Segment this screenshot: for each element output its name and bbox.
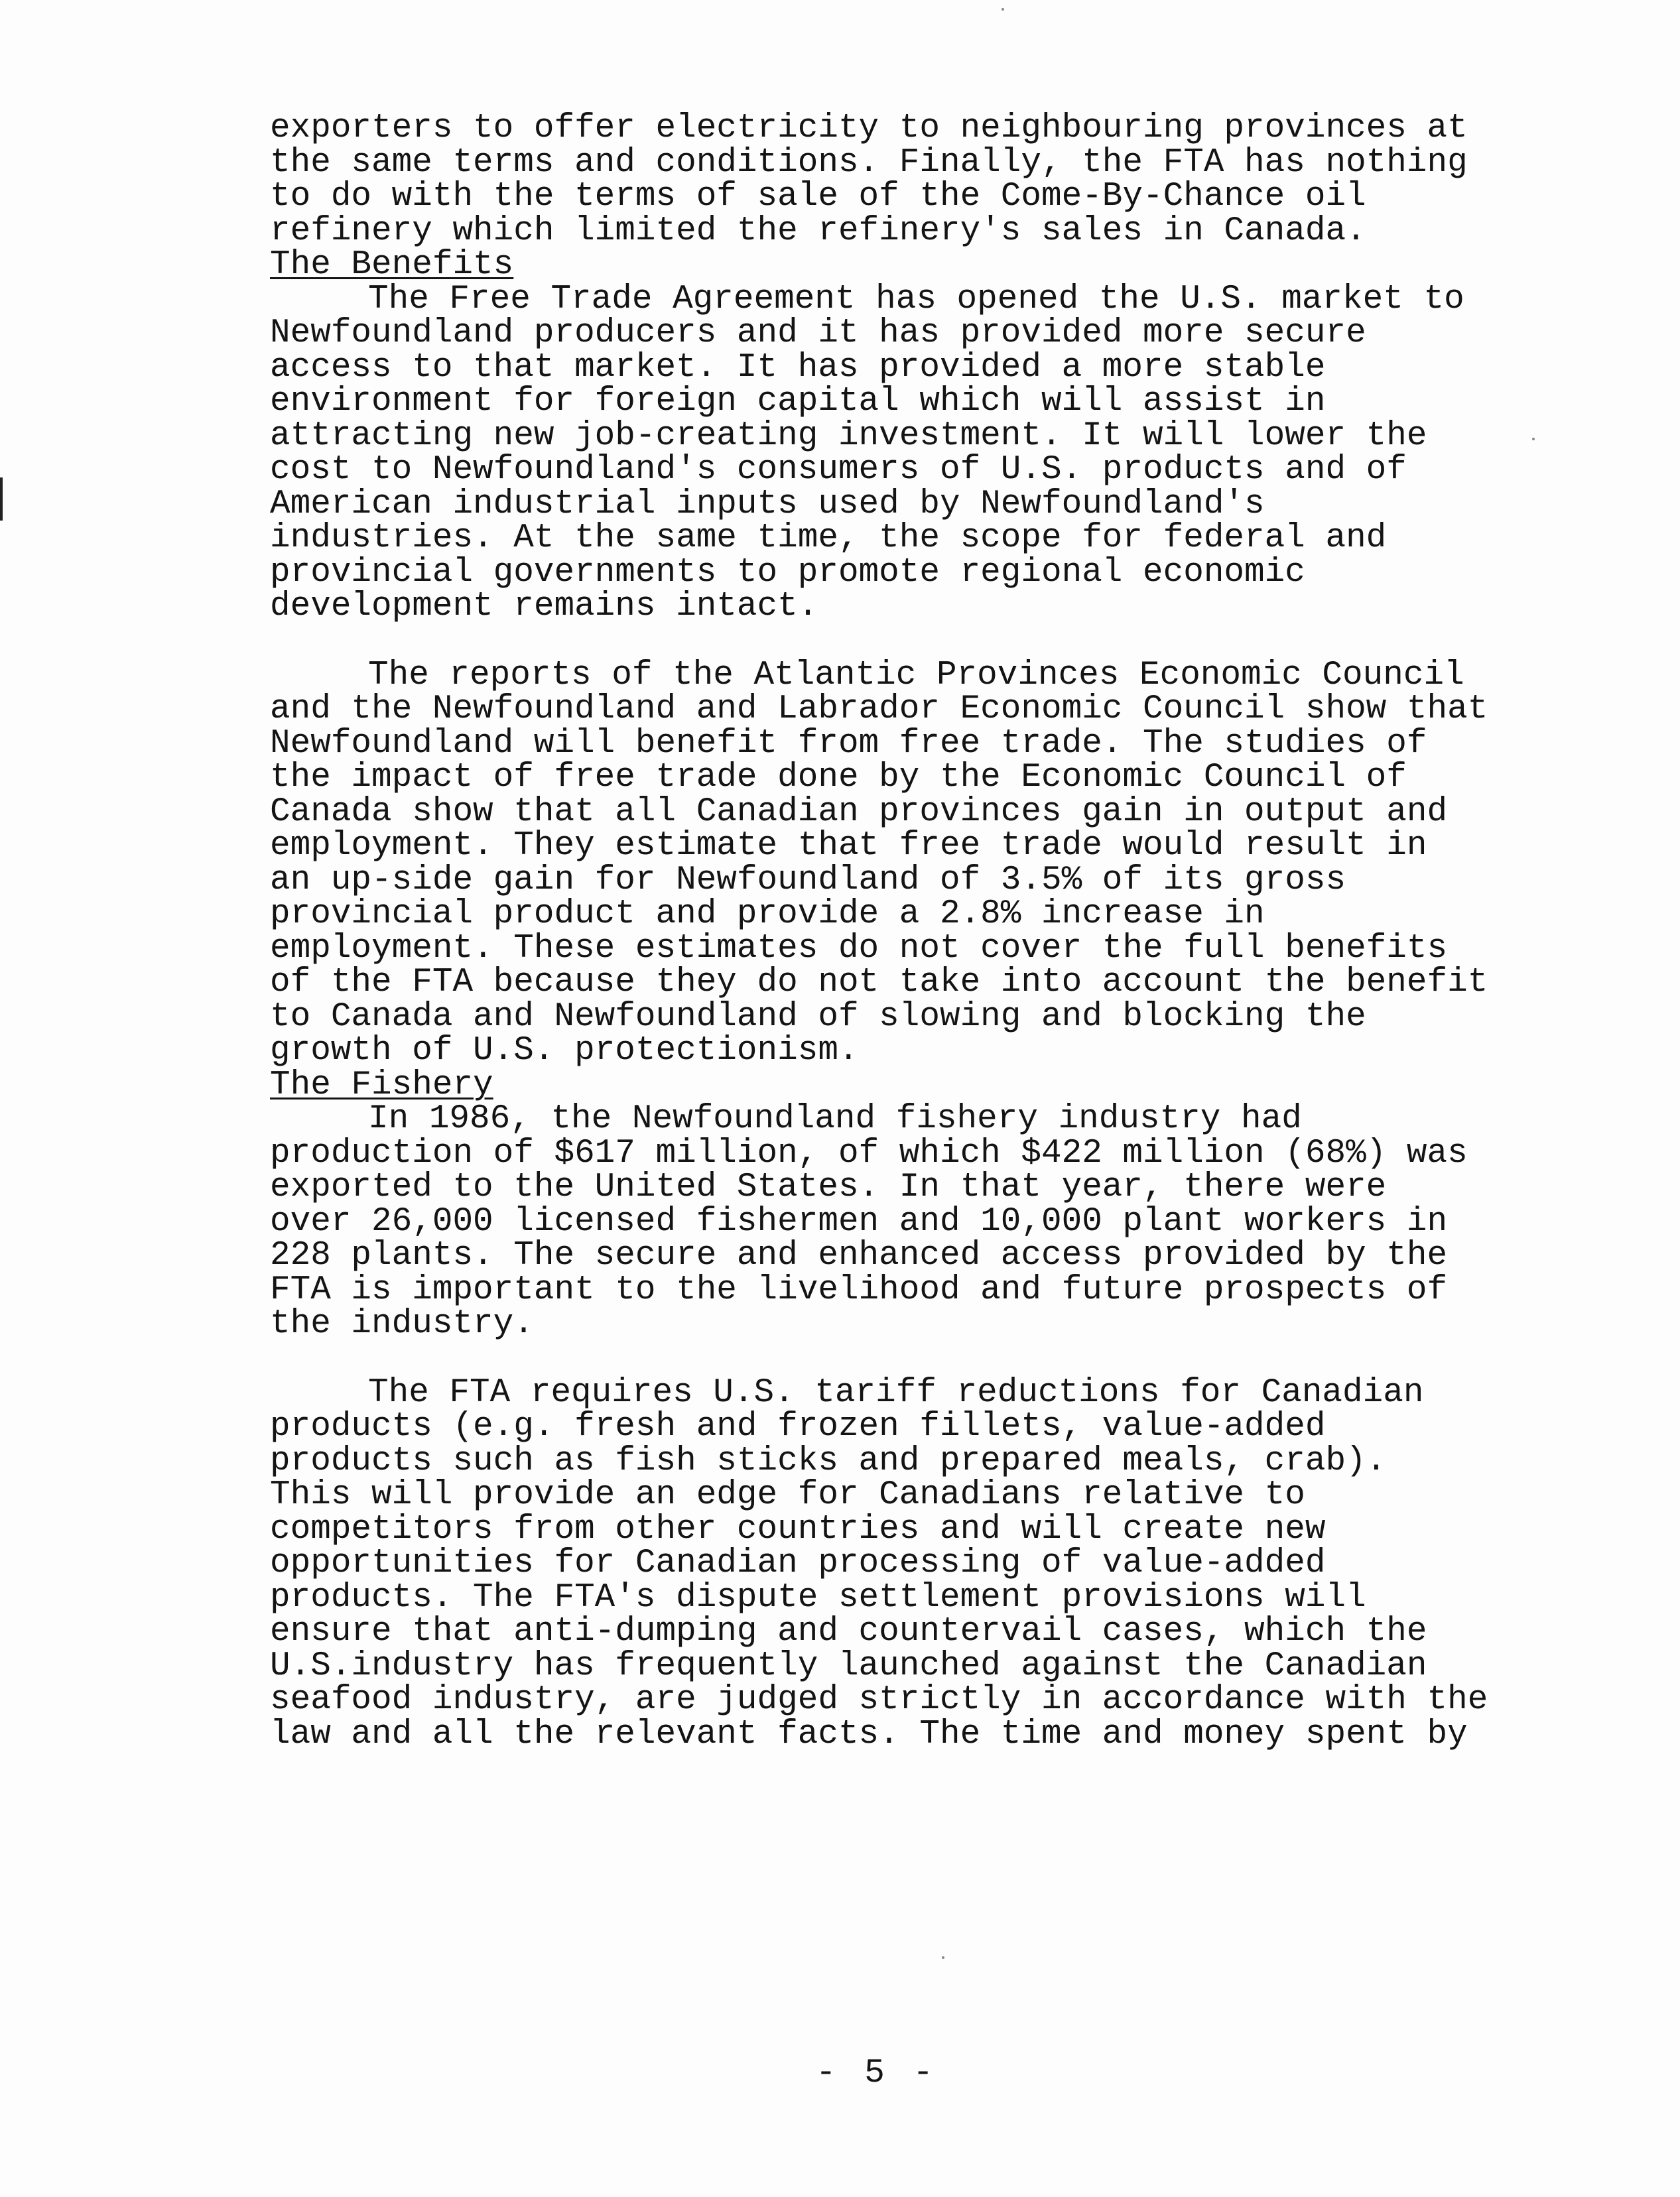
document-body: [270, 111, 1517, 1751]
paragraph-benefits-2: The reports of the Atlantic Provinces Economic Council and the Newfoundland and Labrador Economic Council show that Newfoundland will benefit from free trade. The studies of the impact of free trade done by the Economic Council of Canada show that all Canadian provinces gain in output and employment. They estimate that free trade would result in an up-side gain for Newfoundland of 3.5% of its gross provincial product and provide a 2.8% increase in employment. These estimates do not cover the full benefits of the FTA because they do not take into account the benefit to Canada and Newfoundland of slowing and blocking the growth of U.S. protectionism.: [270, 656, 1488, 1070]
scan-speck: [1002, 8, 1004, 11]
scan-mark-left: [0, 477, 3, 521]
section-heading-benefits: The Benefits: [270, 246, 514, 284]
page-number: - 5 -: [816, 2054, 938, 2092]
scan-speck: [942, 1956, 944, 1959]
section-heading-fishery: The Fishery: [270, 1066, 493, 1104]
paragraph-fishery-1: In 1986, the Newfoundland fishery industry had production of $617 million, of which $422 million (68%) was exported to the United States. In that year, there were over 26,000 licensed fishermen and 10,000 plant workers in 228 plants. The secure and enhanced access provided by the FTA is important to the livelihood and future prospects of the industry.: [270, 1100, 1468, 1343]
paragraph-fishery-2: The FTA requires U.S. tariff reductions for Canadian products (e.g. fresh and frozen fillets, value-added products such as fish sticks and prepared meals, crab). This will provide an edge for Canadians relative to competitors from other countries and will create new opportunities for Canadian processing of value-added products. The FTA's dispute settlement provisions will ensure that anti-dumping and countervail cases, which the U.S.industry has frequently launched against the Canadian seafood industry, are judged strictly in accordance with the law and all the relevant facts. The time and money spent by: [270, 1373, 1488, 1753]
paragraph-intro: exporters to offer electricity to neighbouring provinces at the same terms and conditions. Finally, the FTA has nothing to do with the terms of sale of the Come-By-Chance oil refinery which limited the refinery's sales in Canada.: [270, 109, 1468, 250]
scan-speck: [1532, 438, 1535, 440]
paragraph-benefits-1: The Free Trade Agreement has opened the U.S. market to Newfoundland producers and it has provided more secure access to that market. It has provided a more stable environment for foreign capital which will assist in attracting new job-creating investment. It will lower the cost to Newfoundland's consumers of U.S. products and of American industrial inputs used by Newfoundland's industries. At the same time, the scope for federal and provincial governments to promote regional economic development remains intact.: [270, 280, 1464, 625]
